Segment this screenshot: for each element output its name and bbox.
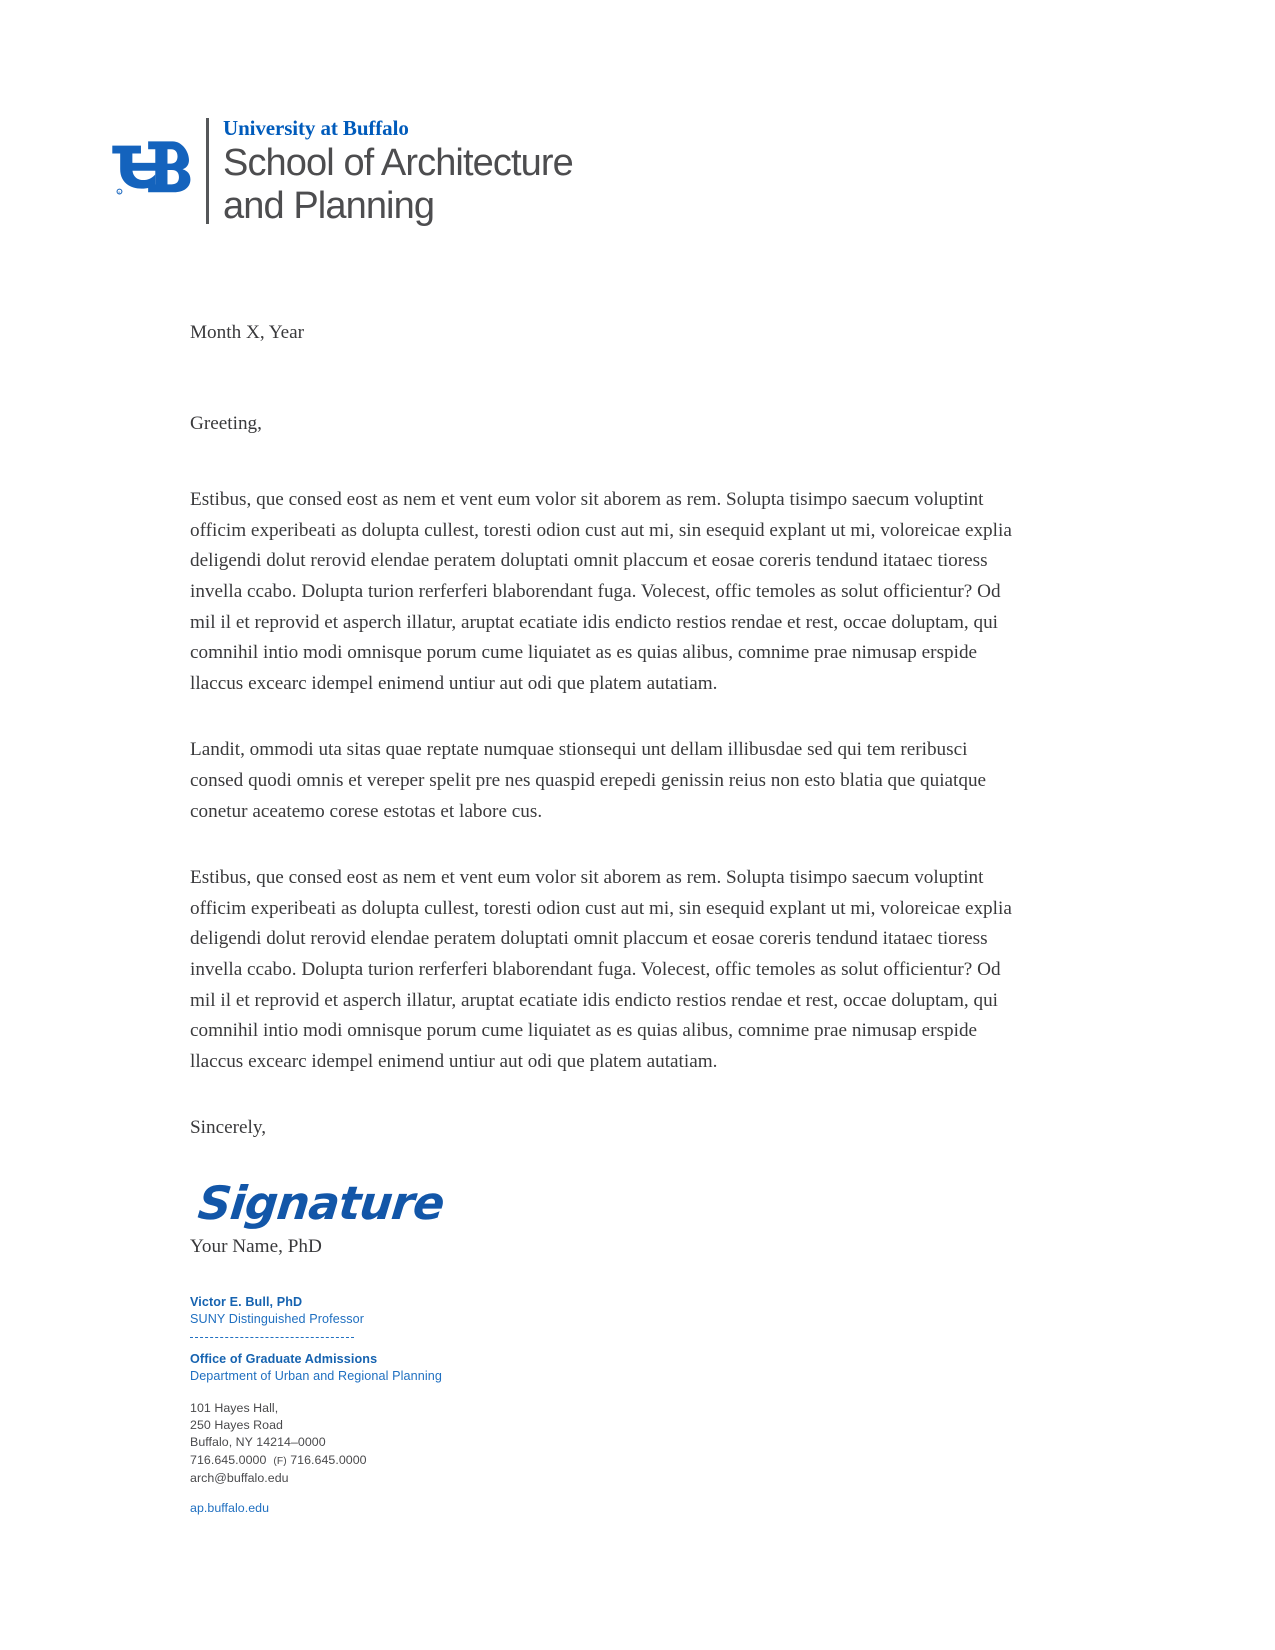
- website-link[interactable]: ap.buffalo.edu: [190, 1501, 270, 1516]
- letter-paragraph-2: Landit, ommodi uta sitas quae reptate numquae stionsequi unt dellam illibusdae sed qui tem reribusci consed quodi omnis et vereper spelit pre nes quaspid erepedi genissin reius non esto blatia que quiatque conetur aceatemo corese estotas et labore cus.: [190, 739, 987, 822]
- address-line-1: 101 Hayes Hall,: [190, 1401, 279, 1415]
- footer-office-name: Office of Graduate Admissions: [190, 1352, 378, 1366]
- letterhead-lockup: [108, 112, 573, 228]
- letter-greeting: Greeting,: [190, 412, 262, 434]
- address-line-2: 250 Hayes Road: [190, 1418, 284, 1433]
- letter-closing: Sincerely,: [190, 1117, 267, 1139]
- letter-date: Month X, Year: [190, 322, 305, 343]
- university-name: University at Buffalo: [223, 116, 409, 140]
- ub-logo-icon: [108, 134, 194, 196]
- phone-fax-line: [190, 1452, 650, 1470]
- letter-paragraph-1: Estibus, que consed eost as nem et vent eum volor sit aborem as rem. Solupta tisimpo saecum voluptint officim experibeati as dolupta cullest, toresti odion cust aut mi, sin esequid explant ut mi, voloreicae explia deligendi dolut rerovid elendae peratem doluptati omnit placcum et eosae coreris tendund itataec tioress invella ccabo. Dolupta turion rerferferi blaborendant fuga. Volecest, offic temoles as solut officientur? Od mil il et reprovid et asperch illatur, aruptat ecatiate idis endicto restios rendae et rest, occae doluptam, qui comnihil intio modi omnisque porum cume liquiatet as es quias alibus, comnime prae nimusap erspide llaccus excearc idempel enimend untiur aut odi que platem autatiam.: [190, 489, 1012, 694]
- footer-person-title: SUNY Distinguished Professor: [190, 1312, 365, 1326]
- letter-paragraph-3: Estibus, que consed eost as nem et vent eum volor sit aborem as rem. Solupta tisimpo saecum voluptint officim experibeati as dolupta cullest, toresti odion cust aut mi, sin esequid explant ut mi, voloreicae explia deligendi dolut rerovid elendae peratem doluptati omnit placcum et eosae coreris tendund itataec tioress invella ccabo. Dolupta turion rerferferi blaborendant fuga. Volecest, offic temoles as solut officientur? Od mil il et reprovid et asperch illatur, aruptat ecatiate idis endicto restios rendae et rest, occae doluptam, qui comnihil intio modi omnisque porum cume liquiatet as es quias alibus, comnime prae nimusap erspide llaccus excearc idempel enimend untiur aut odi que platem autatiam.: [190, 867, 1012, 1072]
- phone-number: 716.645.0000: [190, 1452, 267, 1467]
- email-address[interactable]: arch@buffalo.edu: [190, 1470, 289, 1485]
- signature-image: Signature: [195, 1175, 447, 1230]
- footer-person-name: Victor E. Bull, PhD: [190, 1295, 303, 1309]
- footer-department-name: Department of Urban and Regional Planning: [190, 1369, 442, 1383]
- school-name-line-1: School of Architecture: [223, 142, 573, 185]
- letter-body: [190, 318, 1022, 1262]
- footer-address-block: [190, 1400, 650, 1487]
- fax-label: (F): [273, 1455, 287, 1467]
- lockup-text-group: [223, 112, 573, 228]
- address-line-3: Buffalo, NY 14214–0000: [190, 1435, 326, 1450]
- footer-contact-block: [190, 1294, 650, 1517]
- school-name-line-2: and Planning: [223, 185, 435, 228]
- fax-number: 716.645.0000: [290, 1452, 367, 1467]
- signer-name: Your Name, PhD: [190, 1235, 322, 1257]
- footer-dashed-divider: [190, 1337, 354, 1338]
- lockup-divider-rule: [206, 118, 209, 224]
- svg-text:R: R: [118, 190, 121, 195]
